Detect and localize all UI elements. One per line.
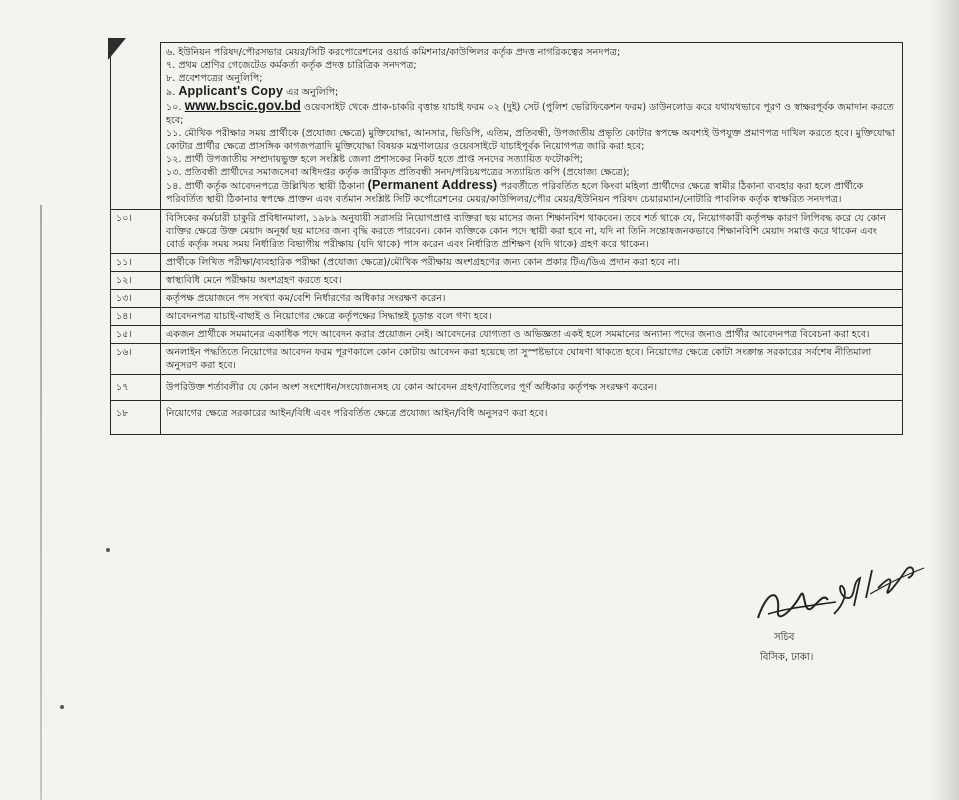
table-row — [111, 375, 903, 401]
signatory-office: বিসিক, ঢাকা। — [760, 652, 814, 663]
row-text: কর্তৃপক্ষ প্রয়োজনে পদ সংখ্যা কম/বেশি নির্ধারণের অধিকার সংরক্ষণ করেন। — [161, 290, 903, 308]
applicant-copy-text: Applicant's Copy — [178, 84, 284, 98]
item-suffix: পরবর্তীতে পরিবর্তিত হলে কিংবা মহিলা প্রার্থীদের ক্ষেত্রে স্বামীর ঠিকানা ব্যবহার করা হলে প্রার্থীকে পরিবর্তিত স্থায়ী ঠিকানার স্বপক্ষে প্রাক্তন এবং বর্তমান সংশ্লিষ্ট সিটি কর্পোরেশনের মেয়র/কাউন্সিলর/পৌর মেয়র/ইউনিয়ন পরিষদ চেয়ারম্যান/নোটারি পাবলিক কর্তৃক স্বাক্ষরিত সনদপত্র। — [166, 181, 864, 205]
signature-image — [748, 548, 928, 638]
row-number: ১৪। — [111, 308, 161, 326]
list-item: ১২. প্রার্থী উপজাতীয় সম্প্রদায়ভুক্ত হলে সংশ্লিষ্ট জেলা প্রশাসকের নিকট হতে প্রাপ্ত সনদের সত্যায়িত ফটোকপি; — [166, 154, 583, 165]
list-item: ৬. ইউনিয়ন পরিষদ/পৌরসভার মেয়র/সিটি করপোরেশনের ওয়ার্ড কমিশনার/কাউন্সিলর কর্তৃক প্রদত্ত নাগরিকত্বের সনদপত্র; — [166, 47, 621, 58]
row-text: অনলাইন পদ্ধতিতে নিয়োগের আবেদন ফরম পূরণকালে কোন কোটায় আবেদন করা হয়েছে তা সুস্পষ্টভাবে ঘোষণা থাকতে হবে। নিয়োগের ক্ষেত্রে কোটা সংক্রান্ত সরকারের সর্বশেষ নীতিমালা অনুসরণ করা হবে। — [161, 344, 903, 375]
list-item — [166, 99, 897, 127]
item-suffix: ওয়েবসাইট থেকে প্রাক-চাকরি বৃত্তান্ত যাচাই ফরম ০২ (দুই) সেট (পুলিশ ভেরিফিকেশন ফরম) ডাউনলোড করে যথাযথভাবে পূরণ ও স্বাক্ষরপূর্বক জমাদান করতে হবে; — [166, 102, 894, 126]
row-number: ১০। — [111, 210, 161, 254]
permanent-address-text: (Permanent Address) — [367, 178, 498, 192]
item-prefix: ১০. — [166, 102, 185, 113]
list-item — [166, 179, 897, 206]
item-suffix: এর অনুলিপি; — [283, 87, 339, 98]
row-text: প্রার্থীকে লিখিত পরীক্ষা/ব্যবহারিক পরীক্ষা (প্রযোজ্য ক্ষেত্রে)/মৌখিক পরীক্ষায় অংশগ্রহণের জন্য কোন প্রকার টিএ/ডিএ প্রদান করা হবে না। — [161, 254, 903, 272]
table-row — [111, 401, 903, 435]
continued-list — [161, 43, 903, 210]
scan-corner-mark — [108, 38, 126, 60]
table-row — [111, 290, 903, 308]
list-item: ৭. প্রথম শ্রেণির গেজেটেড কর্মকর্তা কর্তৃক প্রদত্ত চারিত্রিক সনদপত্র; — [166, 60, 417, 71]
table-row — [111, 308, 903, 326]
table-row — [111, 210, 903, 254]
table-row — [111, 344, 903, 375]
row-number — [111, 43, 161, 210]
row-number: ১৭ — [111, 375, 161, 401]
row-text: নিয়োগের ক্ষেত্রে সরকারের আইন/বিধি এবং পরিবর্তিত ক্ষেত্রে প্রযোজ্য আইন/বিধি অনুসরণ করা হবে। — [161, 401, 903, 435]
list-item: ১৩. প্রতিবন্ধী প্রার্থীদের সমাজসেবা অধিদপ্তর কর্তৃক জারীকৃত প্রতিবন্ধী সনদ/পরিচয়পত্রের সত্যায়িত কপি (প্রযোজ্য ক্ষেত্রে); — [166, 167, 630, 178]
row-text: আবেদনপত্র যাচাই-বাছাই ও নিয়োগের ক্ষেত্রে কর্তৃপক্ষের সিদ্ধান্তই চূড়ান্ত বলে গণ্য হবে। — [161, 308, 903, 326]
website-link[interactable]: www.bscic.gov.bd — [184, 98, 301, 113]
page-left-edge — [40, 205, 42, 800]
row-number: ১৫। — [111, 326, 161, 344]
table-row-continued — [111, 43, 903, 210]
conditions-table — [110, 42, 903, 435]
signatory-title: সচিব — [774, 632, 795, 643]
list-item: ১১. মৌখিক পরীক্ষার সময় প্রার্থীকে (প্রযোজ্য ক্ষেত্রে) মুক্তিযোদ্ধা, আনসার, ভিডিপি, এতিম, প্রতিবন্ধী, উপজাতীয় প্রভৃতি কোটার স্বপক্ষে অবশ্যই উপযুক্ত প্রমাণপত্র দাখিল করতে হবে। মুক্তিযোদ্ধা কোটার প্রার্থীর ক্ষেত্রে প্রাসঙ্গিক কাগজপত্রাদি মুক্তিযোদ্ধা বিষয়ক মন্ত্রণালয়ের ওয়েবসাইটে যাচাইপূর্বক নিয়োগপত্র জারি করা হবে; — [166, 128, 895, 152]
scan-dot — [106, 548, 110, 552]
row-number: ১৬। — [111, 344, 161, 375]
row-number: ১২। — [111, 272, 161, 290]
row-number: ১৩। — [111, 290, 161, 308]
page-right-shadow — [931, 0, 959, 800]
scan-dot — [60, 705, 64, 709]
table-row — [111, 272, 903, 290]
table-row — [111, 254, 903, 272]
row-number: ১৮ — [111, 401, 161, 435]
item-prefix: ১৪. প্রার্থী কর্তৃক আবেদনপত্রে উল্লিখিত স্থায়ী ঠিকানা — [166, 181, 368, 192]
row-text: একজন প্রার্থীকে সমমানের একাধিক পদে আবেদন করার প্রয়োজন নেই। আবেদনের যোগ্যতা ও অভিজ্ঞতা একই হলে সমমানের অন্যান্য পদের জন্যও প্রার্থীর আবেদনপত্র বিবেচনা করা হবে। — [161, 326, 903, 344]
row-text: বিসিকের কর্মচারী চাকুরি প্রবিধানমালা, ১৯৮৯ অনুযায়ী সরাসরি নিয়োগপ্রাপ্ত ব্যক্তিরা ছয় মাসের জন্য শিক্ষানবিশ থাকবেন। তবে শর্ত থাকে যে, নিয়োগকারী কর্তৃপক্ষ কারণ লিপিবদ্ধ করে যে কোন ব্যক্তির ক্ষেত্রে উক্ত মেয়াদ অনূর্ধ্ব ছয় মাসের জন্য বৃদ্ধি করতে পারবেন। কোন ব্যক্তিকে কোন পদে স্থায়ী করা হবে না, যদি না তিনি সন্তোষজনকভাবে শিক্ষানবিশি মেয়াদ সমাপ্ত করে থাকেন এবং বোর্ড কর্তৃক সময় সময় নির্ধারিত বিভাগীয় পরীক্ষায় (যদি থাকে) পাস করেন এবং নির্ধারিত প্রশিক্ষণ (যদি থাকে) গ্রহণ করে থাকেন। — [161, 210, 903, 254]
table-row — [111, 326, 903, 344]
list-item: ৮. প্রবেশপত্রের অনুলিপি; — [166, 73, 263, 84]
list-item — [166, 85, 897, 99]
row-number: ১১। — [111, 254, 161, 272]
row-text: স্বাস্থ্যবিধি মেনে পরীক্ষায় অংশগ্রহণ করতে হবে। — [161, 272, 903, 290]
row-text: উপরিউক্ত শর্তাবলীর যে কোন অংশ সংশোধন/সংযোজনসহ যে কোন আবেদন গ্রহণ/বাতিলের পূর্ণ অধিকার কর্তৃপক্ষ সংরক্ষণ করেন। — [161, 375, 903, 401]
item-prefix: ৯. — [166, 87, 179, 98]
